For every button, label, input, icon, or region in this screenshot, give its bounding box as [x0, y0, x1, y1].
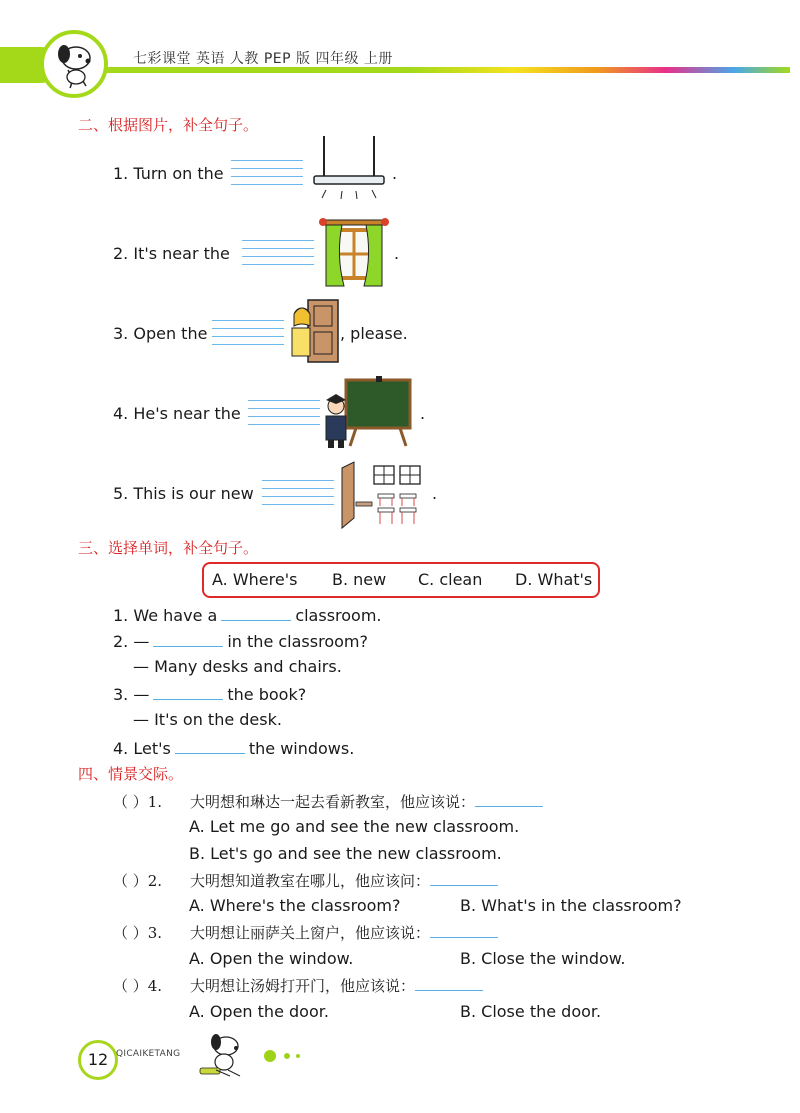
- window-icon: [318, 216, 390, 290]
- s2-item4-lines[interactable]: [248, 400, 320, 432]
- s4-q1-opt-a: A. Let me go and see the new classroom.: [189, 817, 520, 836]
- s2-item3-tail: , please.: [340, 324, 408, 343]
- s3-line2: 2. — in the classroom?: [113, 632, 368, 651]
- s2-item2-lead: 2. It's near the: [113, 244, 230, 263]
- footer-dot-small: [296, 1054, 300, 1058]
- section4-title: 四、情景交际。: [78, 765, 184, 783]
- s4-q4-num[interactable]: （ ）4.: [113, 977, 163, 995]
- s4-q3-text: 大明想让丽萨关上窗户，他应该说：: [190, 922, 498, 943]
- s3-line2-answer: — Many desks and chairs.: [133, 657, 342, 676]
- s4-q3-num[interactable]: （ ）3.: [113, 924, 163, 942]
- option-a: A. Where's: [212, 570, 298, 589]
- s4-q3-opt-a: A. Open the window.: [189, 949, 354, 968]
- footer-dot-medium: [284, 1053, 290, 1059]
- s2-item4-lead: 4. He's near the: [113, 404, 241, 423]
- door-icon: [286, 296, 342, 368]
- s2-item2-lines[interactable]: [242, 240, 314, 272]
- footer-dot-large: [264, 1050, 276, 1062]
- s3-blank2[interactable]: [153, 630, 223, 647]
- mascot-dog-icon: [40, 30, 108, 98]
- page-number: 12: [78, 1040, 118, 1080]
- s4-q2-opt-a: A. Where's the classroom?: [189, 896, 401, 915]
- option-b: B. new: [332, 570, 387, 589]
- header-title: 七彩课堂 英语 人教 PEP 版 四年级 上册: [133, 51, 393, 67]
- s2-item4-tail: .: [420, 404, 426, 423]
- s4-q4-blank[interactable]: [415, 976, 483, 991]
- s4-q2-text: 大明想知道教室在哪儿，他应该问：: [190, 870, 498, 891]
- option-d: D. What's: [515, 570, 593, 589]
- s2-item5-lead: 5. This is our new: [113, 484, 254, 503]
- s2-item1-lines[interactable]: [231, 160, 303, 192]
- section3-title: 三、选择单词，补全句子。: [78, 539, 259, 557]
- s4-q1-num[interactable]: （ ）1.: [113, 793, 163, 811]
- s3-line1: 1. We have a classroom.: [113, 606, 382, 625]
- s3-blank4[interactable]: [175, 737, 245, 754]
- s4-q4-text: 大明想让汤姆打开门，他应该说：: [190, 975, 483, 996]
- s4-q2-blank[interactable]: [430, 871, 498, 886]
- s4-q1-text: 大明想和琳达一起去看新教室，他应该说：: [190, 791, 543, 812]
- s4-q3-opt-b: B. Close the window.: [460, 949, 626, 968]
- s2-item2-tail: .: [394, 244, 400, 263]
- option-c: C. clean: [418, 570, 483, 589]
- s4-q3-blank[interactable]: [430, 923, 498, 938]
- s2-item1-tail: .: [392, 164, 398, 183]
- lamp-icon: [308, 136, 390, 202]
- blackboard-icon: [320, 376, 416, 450]
- s3-line4: 4. Let's the windows.: [113, 739, 355, 758]
- s4-q1-opt-b: B. Let's go and see the new classroom.: [189, 844, 502, 863]
- s4-q4-opt-b: B. Close the door.: [460, 1002, 602, 1021]
- header-rainbow-bar: [0, 45, 800, 85]
- s2-item3-lines[interactable]: [212, 320, 284, 352]
- s3-blank3[interactable]: [153, 683, 223, 700]
- s3-blank1[interactable]: [221, 604, 291, 621]
- s4-q2-num[interactable]: （ ）2.: [113, 872, 163, 890]
- s2-item3-lead: 3. Open the: [113, 324, 208, 343]
- footer-mascot-icon: [196, 1030, 250, 1080]
- s2-item5-tail: .: [432, 484, 438, 503]
- s2-item1-lead: 1. Turn on the: [113, 164, 224, 183]
- s4-q1-blank[interactable]: [475, 792, 543, 807]
- s3-line3: 3. — the book?: [113, 685, 307, 704]
- footer-brand: QICAIKETANG: [116, 1049, 181, 1059]
- s3-line3-answer: — It's on the desk.: [133, 710, 282, 729]
- s4-q2-opt-b: B. What's in the classroom?: [460, 896, 682, 915]
- s4-q4-opt-a: A. Open the door.: [189, 1002, 329, 1021]
- s2-item5-lines[interactable]: [262, 480, 334, 512]
- classroom-icon: [334, 458, 434, 530]
- section2-title: 二、根据图片，补全句子。: [78, 116, 259, 134]
